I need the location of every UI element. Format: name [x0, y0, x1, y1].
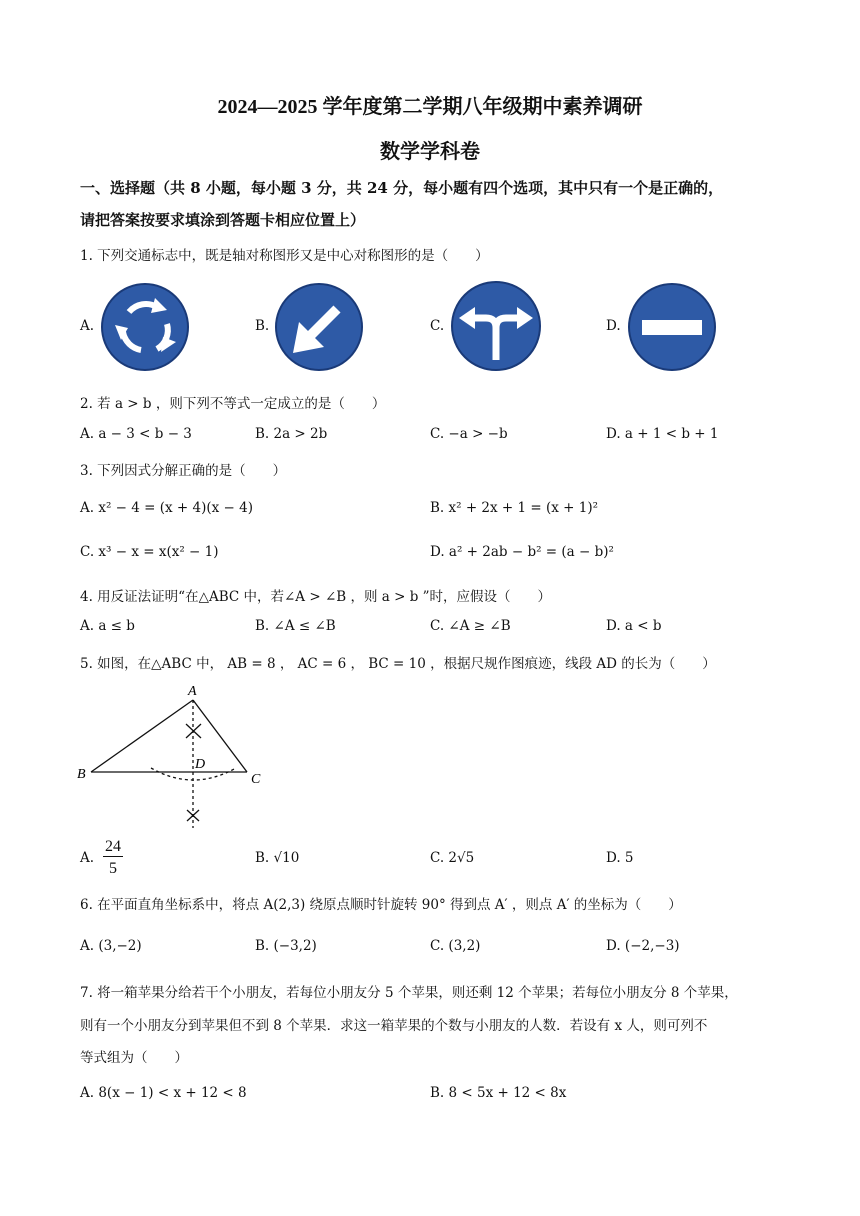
vertex-label-c: C	[251, 772, 261, 787]
q7-stem-line3: 等式组为（ ）	[80, 1050, 188, 1066]
q6-option-c: C. (3,2)	[430, 938, 481, 954]
q5-option-d: D. 5	[606, 850, 634, 866]
q4-option-d: D. a < b	[606, 618, 662, 634]
section-header-line1: 一、选择题（共 8 小题，每小题 3 分，共 24 分，每小题有四个选项，其中只有一个是正确的，	[80, 179, 724, 197]
q1-option-a-label: A.	[80, 318, 95, 334]
q4-option-a: A. a ≤ b	[80, 618, 135, 634]
page-title: 2024—2025 学年度第二学期八年级期中素养调研	[217, 96, 643, 118]
q3-option-a: A. x² − 4 = (x + 4)(x − 4)	[80, 500, 253, 516]
q2-option-c: C. −a > −b	[430, 426, 508, 442]
q2-option-d: D. a + 1 < b + 1	[606, 426, 719, 442]
fork-arrow-sign-icon	[449, 280, 543, 372]
q6-stem: 6. 在平面直角坐标系中，将点 A(2,3) 绕原点顺时针旋转 90° 得到点 A′ ，则点 A′ 的坐标为（ ）	[80, 897, 682, 913]
q4-stem: 4. 用反证法证明“在△ABC 中，若∠A > ∠B ，则 a > b ”时，应假设（ ）	[80, 589, 552, 605]
q5-option-b: B. √10	[255, 850, 300, 866]
q1-option-b-label: B.	[255, 318, 270, 334]
q7-option-a: A. 8(x − 1) < x + 12 < 8	[80, 1085, 247, 1101]
section-header-line2: 请把答案按要求填涂到答题卡相应位置上）	[80, 211, 366, 229]
q5-option-c: C. 2√5	[430, 850, 475, 866]
q7-option-b: B. 8 < 5x + 12 < 8x	[430, 1085, 567, 1101]
q3-option-d: D. a² + 2ab − b² = (a − b)²	[430, 544, 614, 560]
q7-stem-line2: 则有一个小朋友分到苹果但不到 8 个苹果．求这一箱苹果的个数与小朋友的人数．若设有 x 人，则可列不	[80, 1018, 708, 1034]
q4-option-b: B. ∠A ≤ ∠B	[255, 618, 336, 634]
q1-stem: 1. 下列交通标志中，既是轴对称图形又是中心对称图形的是（ ）	[80, 248, 489, 264]
q4-option-c: C. ∠A ≥ ∠B	[430, 618, 511, 634]
q5-option-a-label: A.	[80, 850, 95, 866]
q6-option-b: B. (−3,2)	[255, 938, 317, 954]
q6-option-a: A. (3,−2)	[80, 938, 142, 954]
q1-option-c-label: C.	[430, 318, 445, 334]
q2-option-b: B. 2a > 2b	[255, 426, 328, 442]
q7-stem-line1: 7. 将一箱苹果分给若干个小朋友，若每位小朋友分 5 个苹果，则还剩 12 个苹果；若每位小朋友分 8 个苹果，	[80, 985, 738, 1001]
diagonal-arrow-sign-icon	[273, 282, 365, 372]
q5-option-a-numerator: 24	[105, 838, 121, 855]
vertex-label-a: A	[188, 684, 197, 699]
q3-option-c: C. x³ − x = x(x² − 1)	[80, 544, 219, 560]
roundabout-sign-icon	[99, 282, 191, 372]
q3-option-b: B. x² + 2x + 1 = (x + 1)²	[430, 500, 599, 516]
q1-option-d-label: D.	[606, 318, 621, 334]
q6-option-d: D. (−2,−3)	[606, 938, 680, 954]
q5-stem: 5. 如图，在△ABC 中， AB = 8 ， AC = 6 ， BC = 10 ，根据尺规作图痕迹，线段 AD 的长为（ ）	[80, 656, 716, 672]
page-subtitle: 数学学科卷	[380, 141, 480, 163]
q5-option-a-denominator: 5	[109, 860, 117, 877]
vertex-label-b: B	[77, 767, 86, 782]
point-label-d: D	[195, 757, 206, 772]
q2-option-a: A. a − 3 < b − 3	[80, 426, 192, 442]
q2-stem: 2. 若 a > b ，则下列不等式一定成立的是（ ）	[80, 396, 386, 412]
q3-stem: 3. 下列因式分解正确的是（ ）	[80, 463, 287, 479]
q5-triangle-figure	[74, 680, 274, 835]
no-entry-sign-icon	[626, 282, 718, 372]
